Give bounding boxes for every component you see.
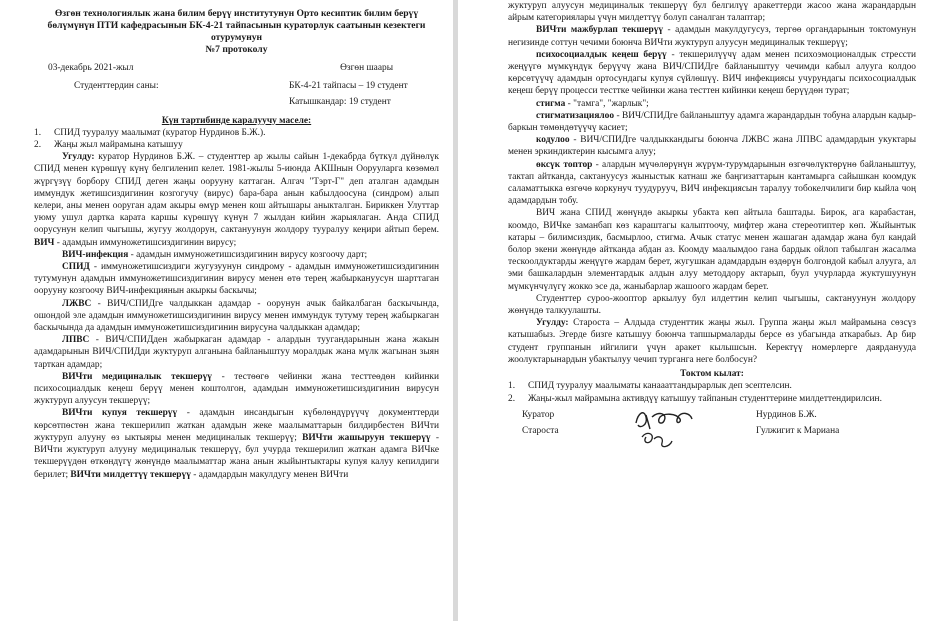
decision-list xyxy=(508,380,916,404)
hear2-paragraph: Угулду: Староста – Алдыда студенттик жаңы жыл. Группа жаңы жыл майрамына сөзсүз катышабыз. Эгерде бизге катышуу боюнча тапшырмаларды берсе өз убагында аткарабыз. Ар бир студент группанын ийгилиги үчүн аракет кылышсын. Керектүү номерлерге даярданууда жоолуктарынардын убактылуу чечип турганга неге болбосун? xyxy=(508,318,916,365)
discussion-paragraph: Студенттер суроо-жооптор аркылуу бул илдеттин келип чыгышы, сактануунун жолдору жөнүндө талкуулашты. xyxy=(508,293,916,317)
hear-paragraph: Угулду: куратор Нурдинов Б.Ж. – студенттер ар жылы сайын 1-декабрда бүткүл дүйнөлүк СПИД менен күрөшүү күнү белгиленип келет. 1981-жылы 5-июнда АКШнын Оорууларга көзөмөл жүргүзүү борбору СПИД деген жаңы оорууну каттаган. Алгач "Тэрт-Г" деп аталган адамдын иммундук жетишсиздигинин козгогучу (вирус) бара-бара анын кабылдоосуна (синдром) алып келери, аны менен ооруган адам акыры өмүр менен кош айтышары аныкталган. Бириккен Улуттар уюму ушул дартка карата каршы күрөшүү күнүн 7 жылдан кийин жарыялаган. Анда СПИД оорусунун келип чыгышы, жугуу жолдорун, сактануунун жолдору тууралуу кеңири айтып берем. ВИЧ - адамдын иммуножетишсиздигинин вирусу; xyxy=(34,152,439,248)
definition-item: ВИЧти мажбурлап текшерүү - адамдын макулдугусуз, тергөө органдарынын токтомунун негизинде соттун чечими боюнча ВИЧти жуктуруп алуусун медициналык текшерүү; xyxy=(508,25,916,48)
definition-item: СПИД - иммуножетишсиздиги жугузуунун синдрому - адамдын иммуножетишсиздигинин тутумунун адамдын иммуножетишсиздигинин вирусу менен өтө терең жабыркануусун шарттаган оорууну козгоочу ВИЧ-инфекциянын акыркы баскычы; xyxy=(34,262,439,297)
group-line: БК-4-21 тайпасы – 19 студент xyxy=(289,81,408,92)
history-paragraph: ВИЧ жана СПИД жөнүндө акыркы убакта көп айтыла баштады. Бирок, ага карабастан, коомдо, ВИЧке заманбап көз караштагы калыптоочу, мифтер жана стереотиптер көп. Жыйынтык катары – билимсиздик, басмырлоо, стигма. Ачык статус менен жашаган адамдар жана бул кандай болор экени жөнүндө айтканда абдан аз. Коомду маалымдоо гана бардык ойлоп табылган жасалма тескоолдуктарды жеңүүгө жардам берет, жугушкан адамдардын өздөрүн болгондой кабыл алууга, ал эми башкалардын элементардык алдын алуу методдору актарып, буул учурларда жуктушуунун мүмкүнчүлүгү жокко эсе да, жаныбарлар жашоого жардам берет. xyxy=(508,208,916,292)
agenda-list xyxy=(34,127,439,151)
signature-name: Гулжигит к Мариана xyxy=(756,425,840,436)
signature-name: Нурдинов Б.Ж. xyxy=(756,409,817,420)
definition-item: өксүк топтор - алардын мүчөлөрүнүн жүрүм-турумдарынын өзгөчөлүктөрүнө байланыштуу, тактап айтканда, сактануусуз жыныстык катнаш же баңгизаттарын кантамырга сайышкан коомдук саламаттыкка өзгөчө коркунуч туудурууч, ВИЧ инфекциясын таралуу тобокелчилиги бир кыйла чоң адамдардын тобу. xyxy=(508,159,916,207)
signature-role: Староста xyxy=(522,425,559,436)
document-page-left xyxy=(0,0,453,621)
decision-item: 1. СПИД тууралуу маалыматы канаааттандырарлык деп эсептелсин. xyxy=(508,381,792,392)
definition-item: ЛПВС - ВИЧ/СПИДден жабыркаган адамдар - алардын туугандарынын жана жакын адамдарынын ВИЧ/СПИДди жуктуруп алганына байланыштуу моралдык жана мүлк жагынан зыян тарткан адамдар; xyxy=(34,335,439,370)
signature-row-curator xyxy=(508,405,916,421)
agenda-title: Күн тартибинде каралуучу маселе: xyxy=(161,115,312,126)
handwritten-signature xyxy=(628,403,698,453)
decision-item: 2. Жаңы-жыл майрамына активдүү катышуу тайпанын студенттерине милдеттендирилсин. xyxy=(508,393,882,404)
title-line-3: отурумунун xyxy=(210,32,263,43)
definition-item: психосоциалдык кеңеш берүү - текшерилүүчү адам менен психоэмоционалдык стрессти жеңүүгө мүмкүндүк берүүчү жана ВИЧ/СПИДге байланыштуу чечимди кабыл алууга колдоо көрсөтүүчү адамдын ортосундагы купуя сүйлөшүү. ВИЧ инфекциясы учурундагы психосоциалдык кеңеш берүү процесси тесттке чейинки жана тесттен кийинки кеңеш берүүдөн турат; xyxy=(508,49,917,97)
protocol-number: №7 протоколу xyxy=(205,44,268,55)
agenda-item: 2. Жаңы жыл майрамына катышуу xyxy=(34,140,183,151)
document-page-right xyxy=(458,0,928,621)
students-count-label: Студенттердин саны: xyxy=(74,81,159,92)
title-line-1: Өзгөн технологиялык жана билим берүү институтунун Орто кесиптик билим берүү xyxy=(54,8,419,19)
definition-item: ЛЖВС - ВИЧ/СПИДге чалдыккан адамдар - оорунун ачык байкалбаган баскычында, ошондой эле адамдын иммуножетишсиздигинин вирусу менен иммундук тутуму терең жабыркаган баскычында да адамдын иммуножетишсиздигинин вирусуна чалдыккан адамдар; xyxy=(34,298,439,334)
attendees-line: Катышкандар: 19 студент xyxy=(289,97,391,108)
definition-item: ВИЧти медициналык текшерүү - тестөөгө чейинки жана тесттеөдөн кийинки психосоциалдык кеңеш берүү менен коштолгон, адамдын иммуножетишсиздигинин вирусун жуктуруп алуусун текшерүү; xyxy=(34,371,439,407)
protocol-city: Өзгөн шаары xyxy=(340,63,393,73)
decision-title: Токтом кылат: xyxy=(680,369,744,380)
title-line-2: бөлүмүнүн ПТИ кафедрасынын БК-4-21 тайпасынын кураторлук саатынын кезектеги xyxy=(47,20,426,31)
date-row xyxy=(34,62,439,74)
attendees-row xyxy=(34,96,439,108)
signature-role: Куратор xyxy=(522,409,555,420)
definition-item: кодулоо - ВИЧ/СПИДге чалдыккандыгы боюнча ЛЖВС жана ЛПВС адамдардын укуктары менен эркиндиктерин кысымга алуу; xyxy=(508,135,916,158)
definition-item: ВИЧ-инфекция - адамдын иммуножетишсиздигинин вирусу козгоочу дарт; xyxy=(62,249,368,260)
protocol-date: 03-декабрь 2021-жыл xyxy=(48,63,134,73)
signature-block xyxy=(508,405,916,449)
document-title xyxy=(34,8,439,56)
definition-item: стигма - "тамга", "жарлык"; xyxy=(536,98,649,109)
definition-item: ВИЧти купуя текшерүү - адамдын инсандыгын күбөлөндүрүүчү документтерди көрсөтпөстөн жана текшерилип жаткан адамдын жеке маалыматтарын билдирбестен ВИЧти жуктуруп алууну өз ыктыяры менен медициналык текшерүү; ВИЧти жашыруун текшерүү - ВИЧти жуктуруп алууну медициналык текшерүү, бул учурда текшерилип жаткан адамга ВИЧке текшерүүдөн өткөндүгү жөнүндө маалыматтар жана анын жыйынтыктары купуя калуу кепилдиги берилет; ВИЧти милдеттүү текшерүү - адамдардын макулдугу менен ВИЧти xyxy=(34,408,440,480)
students-row xyxy=(34,80,439,92)
signature-row-starosta xyxy=(508,421,916,437)
continuation-text: жуктуруп алуусун медициналык текшерүү бул белгилүү аракеттерди жасоо жана жарандардын айрым категориялары үчүн милдеттүү болуп саналган талаптар; xyxy=(508,1,916,24)
definition-item: стигматизациялоо - ВИЧ/СПИДге байланыштуу адамга жарандардын тобуна алардын кадыр-баркын төмөндөтүүчү касиет; xyxy=(508,110,916,134)
agenda-item: 1. СПИД тууралуу маалымат (куратор Нурдинов Б.Ж.). xyxy=(34,127,266,138)
